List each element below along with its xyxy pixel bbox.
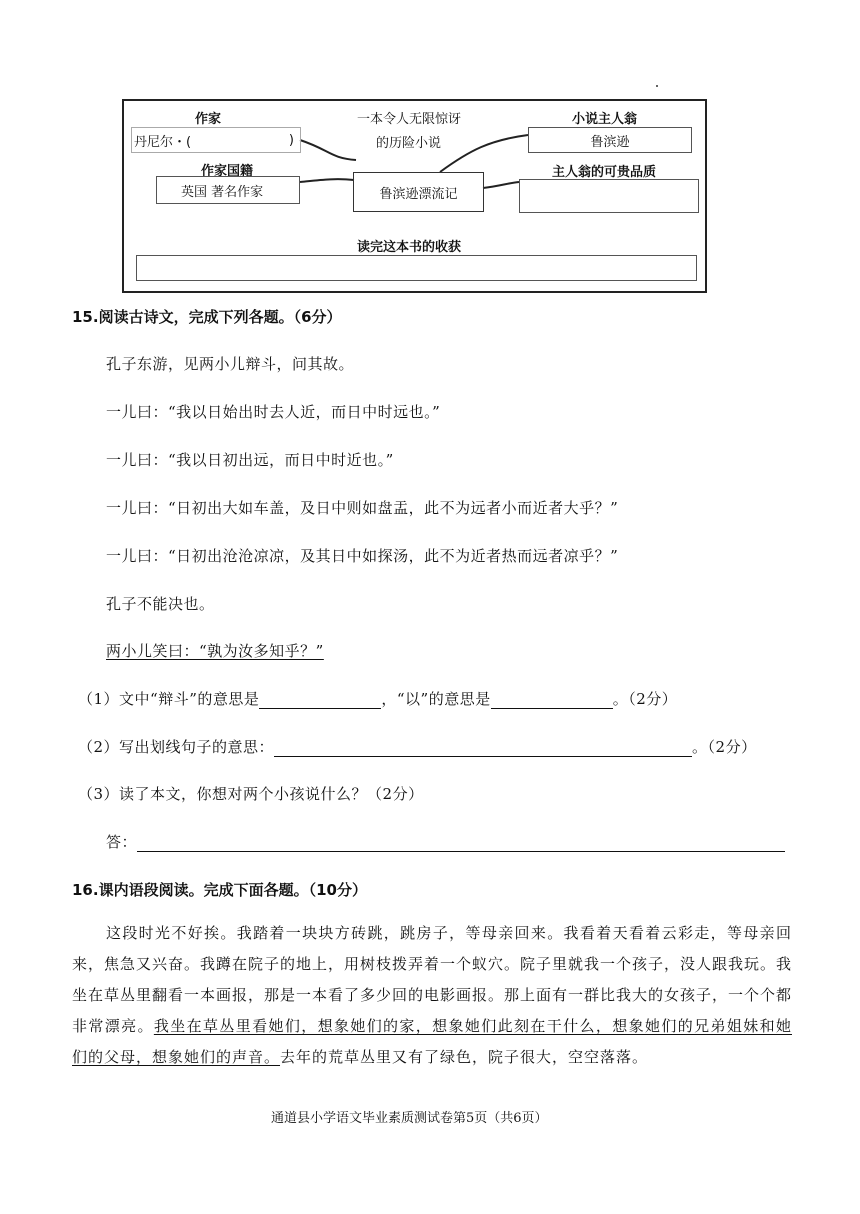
q15-heading: 15.阅读古诗文，完成下列各题。（6分） <box>72 308 342 326</box>
q15-line-2: 一儿曰：“我以日始出时去人近，而日中时远也。” <box>106 403 441 421</box>
nationality-value: 英国 著名作家 <box>181 184 264 200</box>
q15-sub1 <box>78 688 677 709</box>
protagonist-label: 小说主人翁 <box>572 112 638 127</box>
q15-answer <box>106 831 785 852</box>
center-caption-line1: 一本令人无限惊讶 <box>357 112 462 127</box>
title-value: 鲁滨逊漂流记 <box>379 186 458 202</box>
q15-sub2-text-b: 。（2分） <box>692 738 757 756</box>
protagonist-box[interactable] <box>528 127 692 153</box>
q15-sub1-blank-2[interactable] <box>491 692 613 709</box>
nationality-label: 作家国籍 <box>201 164 254 179</box>
author-close-paren: ) <box>288 132 294 148</box>
q16-passage-text-1: 这段时光不好挨。我踏着一块块方砖跳，跳房子，等母亲回来。我看着天看着云彩走，等母亲回来，焦急又兴奋。我蹲在院子的地上，用树枝拨弄着一个蚁穴。院子里就我一个孩子，没人跟我玩。我坐在草丛里翻看一本画报，那是一本看了多少回的电影画报。那上面有一群比我大的女孩子，一个个都非常漂亮。 <box>72 924 793 1035</box>
q15-answer-label: 答： <box>106 833 138 851</box>
q15-sub2-text-a: （2）写出划线句子的意思： <box>78 738 275 756</box>
q15-answer-line[interactable] <box>137 835 785 852</box>
protagonist-value: 鲁滨逊 <box>590 134 630 150</box>
page-footer: 通道县小学语文毕业素质测试卷第5页（共6页） <box>271 1111 548 1126</box>
author-value: 丹尼尔・( <box>134 134 192 150</box>
author-label: 作家 <box>195 112 222 127</box>
q16-passage-underlined: 我坐在草丛里看她们，想象她们的家，想象她们此刻在干什么，想象她们的兄弟姐妹和她们的父母，想象她们的声音。 <box>72 1017 792 1066</box>
q15-underlined-sentence: 两小儿笑曰：“孰为汝多知乎？” <box>106 642 324 660</box>
q15-sub2 <box>78 736 757 757</box>
title-box <box>353 172 484 212</box>
q16-passage <box>72 918 792 1073</box>
nationality-box[interactable] <box>156 176 300 204</box>
qualities-label: 主人翁的可贵品质 <box>552 165 657 180</box>
q15-sub1-text-c: 。（2分） <box>612 690 678 708</box>
qualities-answer-box[interactable] <box>519 179 699 213</box>
q15-line-5: 一儿曰：“日初出沧沧凉凉，及其日中如探汤，此不为近者热而远者凉乎？” <box>106 547 619 565</box>
author-box[interactable] <box>131 127 301 153</box>
q16-heading: 16.课内语段阅读。完成下面各题。（10分） <box>72 881 367 899</box>
q15-sub2-blank[interactable] <box>274 740 692 757</box>
center-caption-line2: 的历险小说 <box>376 136 442 151</box>
q15-sub3: （3）读了本文，你想对两个小孩说什么？（2分） <box>78 785 424 803</box>
harvest-answer-box[interactable] <box>136 255 697 281</box>
harvest-label: 读完这本书的收获 <box>357 240 462 255</box>
q16-passage-text-2: 去年的荒草丛里又有了绿色，院子很大，空空落落。 <box>280 1048 649 1066</box>
q15-line-1: 孔子东游，见两小儿辩斗，问其故。 <box>106 355 355 373</box>
q15-line-6: 孔子不能决也。 <box>106 595 215 613</box>
q15-sub1-text-b: ，“以”的意思是 <box>381 690 491 708</box>
q15-line-4: 一儿曰：“日初出大如车盖，及日中则如盘盂，此不为远者小而近者大乎？” <box>106 499 619 517</box>
q15-line-3: 一儿曰：“我以日初出远，而日中时近也。” <box>106 451 394 469</box>
q15-sub1-blank-1[interactable] <box>259 692 381 709</box>
q15-sub1-text-a: （1）文中“辩斗”的意思是 <box>78 690 260 708</box>
